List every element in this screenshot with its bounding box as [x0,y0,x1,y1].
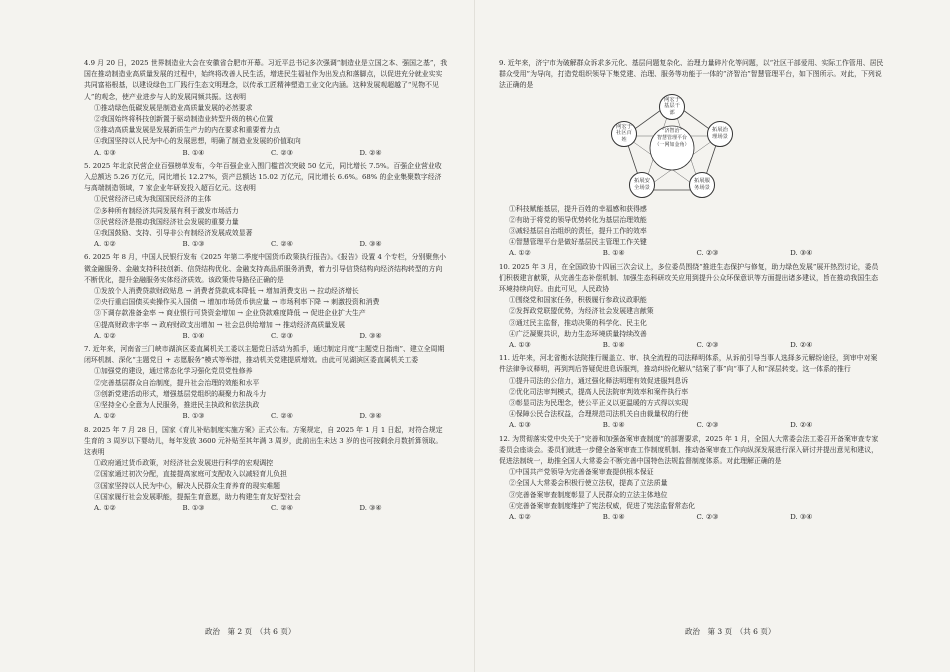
option: ①提升司法的公信力，通过强化释法明理有效促进服判息诉 [509,376,689,385]
choice-b[interactable]: B. ①③ [182,412,205,421]
option: ①发放个人消费贷款财政贴息 → 消费者贷款成本降低 → 增加消费支出 → 拉动经济增长 [94,287,359,296]
option: ③减轻基层自治组织的责任，提升工作的效率 [509,227,647,236]
option: ②全国人大常委会积极行使立法权，提高了立法质量 [509,479,668,488]
option: ③彰显司法为民理念，使公平正义以更温暖的方式得以实现 [509,399,689,408]
choice-c[interactable]: C. ②③ [696,249,719,258]
option: ③创新党建活动形式，增强基层党组织的凝聚力和战斗力 [94,389,267,398]
choice-c[interactable]: C. ②③ [696,513,719,522]
choice-a[interactable]: A. ①③ [509,421,531,430]
choice-c[interactable]: C. ②③ [271,331,293,340]
choice-d[interactable]: D. ②④ [790,341,813,350]
choice-d[interactable]: D. ③④ [359,331,382,340]
left-column [84,58,448,516]
question [499,262,884,352]
option: ④智慧管理平台是做好基层民主管理工作关键 [509,238,647,247]
answer-choices [509,420,884,431]
answer-choices [509,512,884,523]
choice-b[interactable]: B. ①④ [602,249,625,258]
choice-b[interactable]: B. ①④ [602,513,625,522]
choice-a[interactable]: A. ①② [94,331,116,340]
center-subtitle: 智慧管理平台 [656,134,687,141]
question-stem: 7. 近年来，河南省三门峡市湖滨区委直属机关工委以主题党日活动为抓手，通过制定月度“主题党日指南”、建立全周期闭环机制、深化“主题党日 + 志愿服务”模式等举措，推动机关党建提质增效。由此可见湖滨区委直属机关工委 [84,345,445,365]
choice-a[interactable]: A. ①② [509,249,531,258]
choice-d[interactable]: D. ③④ [790,249,813,258]
question-stem: 9. 近年来，济宁市为破解群众诉求多元化、基层问题复杂化、治理力量碎片化等问题，以“社区干部爱用、实际工作管用、居民群众受用”为导向，打造党组织领导下集党建、治理、服务等功能于一体的“济智治”智慧管理平台，如下图所示。对此，下列说法正确的是 [499,59,884,90]
answer-choices [94,331,448,342]
right-questions [499,262,884,524]
platform-center [649,128,695,166]
option: ④完善备案审查制度维护了宪法权威，促进了宪法监督常态化 [509,501,696,510]
option: ①中国共产党领导为完善备案审查提供根本保证 [509,468,654,477]
page-footer-right: 政治 第 3 页 （共 6 页） [685,627,776,636]
diagram-node: 拓展服务场景 [689,172,715,198]
option: ②完善基层群众自治制度，提升社会治理的效能和水平 [94,378,260,387]
choice-d[interactable]: D. ③④ [359,412,382,421]
option: ④提高财政赤字率 → 政府财政支出增加 → 社会总供给增加 → 推动经济高质量发展 [94,320,345,329]
choice-d[interactable]: D. ③④ [359,240,382,249]
question [84,344,448,422]
question [84,161,448,251]
question [499,353,884,431]
answer-choices [94,239,448,250]
option: ②发挥政党联盟优势，为经济社会发展建言献策 [509,307,654,316]
option: ①围绕党和国家任务，积极履行参政议政职能 [509,296,647,305]
option: ③民营经济是推动我国经济社会发展的重要力量 [94,217,239,226]
diagram-node: 网宏于社区百姓 [611,121,637,147]
choice-d[interactable]: D. ②④ [359,148,382,157]
question [84,252,448,342]
question-stem: 10. 2025 年 3 月，在全国政协十四届三次会议上，多位委员围绕“推进生态保护与修复，助力绿色发展”展开热烈讨论，委员们积极建言献策，从完善生态补偿机制、加强生态科研攻关应用到提升公众环保意识等方面提出诸多建议，旨在推动我国生态环境持续向好。由此可见，人民政协 [499,262,879,294]
option: ④国家履行社会发展职能，提振生育意愿，助力构建生育友好型社会 [94,492,301,501]
option: ④坚持全心全意为人民服务，推进民主执政和依法执政 [94,401,260,410]
choice-c[interactable]: C. ②④ [271,412,293,421]
question [84,58,448,159]
choice-d[interactable]: D. ②④ [790,421,813,430]
choice-a[interactable]: A. ①③ [509,341,531,350]
option: ③下调存款准备金率 → 商业银行可贷资金增加 → 企业贷款难度降低 → 促进企业扩大生产 [94,309,366,318]
choice-d[interactable]: D. ③④ [790,513,813,522]
choice-c[interactable]: C. ②④ [271,240,293,249]
option: ①推动绿色低碳发展是制造业高质量发展的必然要求 [94,103,253,112]
choice-c[interactable]: C. ②③ [271,148,293,157]
choice-a[interactable]: A. ①② [94,503,116,512]
question [499,434,884,524]
choice-a[interactable]: A. ①② [509,513,531,522]
option: ②有助于将党的领导优势转化为基层治理效能 [509,215,647,224]
diagram-node: 拓展安全场景 [629,172,655,198]
choice-b[interactable]: B. ①④ [182,148,205,157]
right-column [499,58,884,525]
question-stem: 6. 2025 年 8 月，中国人民银行发布《2025 年第二季度中国货币政策执行报告》。《报告》设置 4 个专栏，分别聚焦小微金融服务、金融支持科技创新、信贷结构优化、金融支持高品质服务消费，着力引导信贷结构向经济结构转型的方向不断优化，提升金融服务实体经济质效。该政策传导路径正确的是 [84,253,447,284]
option: ④我国坚持以人民为中心的发展思想，明确了制造业发展的价值取向 [94,137,301,146]
option: ①科技赋能基层，提升百姓的幸福感和获得感 [509,204,647,213]
option: ①政府通过货币政策，对经济社会发展进行科学的宏观调控 [94,459,274,468]
diagram-node: 网宏于基层干部 [659,94,685,120]
option: ②优化司法审判模式，提高人民法院审判效率和案件执行率 [509,387,689,396]
choice-b[interactable]: B. ①③ [182,503,205,512]
option: ③国家坚持以人民为中心，解决人民群众生育养育的现实难题 [94,481,281,490]
choice-a[interactable]: A. ①③ [94,148,116,157]
option: ②我国始终将科技创新置于驱动制造业转型升级的核心位置 [94,115,274,124]
choice-c[interactable]: C. ②③ [696,421,719,430]
option: ②国家通过初次分配，直接提高家庭可支配收入以减轻育儿负担 [94,470,287,479]
choice-a[interactable]: A. ①② [94,240,116,249]
option: ④保障公民合法权益，合理规范司法机关自由裁量权的行使 [509,410,689,419]
center-note: （一网如金角） [654,141,690,148]
question [84,425,448,515]
option: ①民营经济已成为我国国民经济的主体 [94,195,212,204]
option: ④我国鼓励、支持、引导非公有制经济发展成效显著 [94,229,253,238]
choice-b[interactable]: B. ①③ [182,240,205,249]
option: ①加强党的建设，通过常态化学习强化党员党性修养 [94,367,253,376]
option: ③推动高质量发展是发展新质生产力的内在要求和重要着力点 [94,126,281,135]
choice-b[interactable]: B. ①④ [182,331,205,340]
choice-c[interactable]: C. ②④ [271,503,293,512]
choice-b[interactable]: B. ①④ [602,341,625,350]
question-stem: 12. 为贯彻落实党中央关于“完善和加强备案审查制度”的部署要求，2025 年 1 月，全国人大常委会法工委召开备案审查专家委员会座谈会。委员们就进一步健全备案审查工作制度机制、推动备案审查工作向纵深发展进行深入研讨并提出意见和建议，促进法制统一，助推全国人大常委会不断完善中国特色法规监督制度体系。对此理解正确的是 [499,434,879,466]
diagram-node: 拓展治理场景 [707,121,733,147]
choice-d[interactable]: D. ③④ [359,503,382,512]
option: ②央行重启国债买卖操作买入国债 → 增加市场货币供应量 → 市场利率下降 → 刺激投资和消费 [94,298,380,307]
option: ③通过民主监督，推动决策的科学化、民主化 [509,318,647,327]
platform-diagram [499,94,884,198]
choice-a[interactable]: A. ①② [94,412,116,421]
question-stem: 5. 2025 年北京民营企业百强榜单发布，今年百强企业入围门槛首次突破 50 亿元，同比增长 7.5%。百强企业营业收入总额达 5.26 万亿元，同比增长 12.27%，资产总额达 15.02 万亿元，同比增长 6.6%。68% 的企业集聚数字经济与高端制造领域，7 家企业年研发投入超百亿元。这表明 [84,161,442,193]
answer-choices [94,148,448,159]
option: ②多种所有制经济共同发展有利于激发市场活力 [94,206,239,215]
center-title: “济智治” [661,127,683,134]
choice-c[interactable]: C. ②③ [696,341,719,350]
answer-choices [509,340,884,351]
question-stem: 8. 2025 年 7 月 28 日，国家《育儿补贴制度实施方案》正式公布。方案规定，自 2025 年 1 月 1 日起，对符合规定生育的 3 周岁以下婴幼儿，每年发放 3600 元补贴至其年满 3 周岁，此前出生未达 3 岁的也可按剩余月数折算领取。这表明 [84,425,443,456]
right-page [475,0,950,672]
answer-choices [94,503,448,514]
page-footer-left: 政治 第 2 页 （共 6 页） [205,627,296,636]
question-9 [499,58,884,260]
question-stem: 4.9 月 20 日，2025 世界制造业大会在安徽省合肥市开幕。习近平总书记多次强调“制造业是立国之本、强国之基”，我国在推动制造业高质量发展的过程中，始终将改善人民生活，增进民生福祉作为出发点和落脚点，以促进充分就业实实共同富裕根基，以建设绿色工厂践行生态文明理念，以传承工匠精神塑造工业文化内涵。这种发展观超越了“见物不见人”的观念，使产业进步与人的发展同频共振。这表明 [84,59,448,101]
choice-b[interactable]: B. ①④ [602,421,625,430]
answer-choices [509,248,884,259]
question-stem: 11. 近年来，河北省衡水法院推行履盖立、审、执全流程的司法释明体系，从诉前引导当事人选择多元解纷途径，到审中对案件法律争议释明，再到判后答疑促进息诉服判，推动纠纷化解从“结案了事”向“事了人和”深层转变。这一体系的推行 [499,354,878,374]
answer-choices [94,411,448,422]
option: ④广泛凝聚共识，助力生态环境质量持续改善 [509,329,647,338]
option: ③完善备案审查制度彰显了人民群众的立法主体地位 [509,490,668,499]
